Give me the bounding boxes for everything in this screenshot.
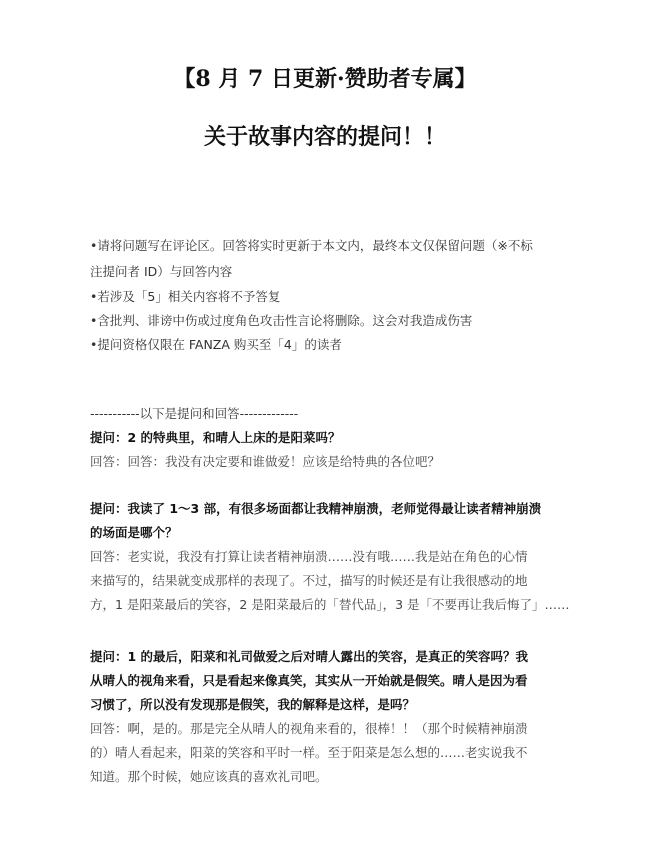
page-subtitle: 关于故事内容的提问！！ [203, 124, 446, 150]
question-text [90, 426, 570, 450]
answer-line: 回答：啊，是的。那是完全从晴人的视角来看的，很棒！！（那个时候精神崩溃 [90, 721, 528, 736]
rule-line: •请将问题写在评论区。回答将实时更新于本文内，最终本文仅保留问题（※不标 [90, 238, 533, 253]
page-title: 【8 月 7 日更新·赞助者专属】 [173, 66, 477, 92]
question-line: 提问：我读了 1～3 部，有很多场面都让我精神崩溃，老师觉得最让读者精神崩溃 [90, 501, 542, 516]
qa-item [90, 497, 570, 617]
question-line: 的场面是哪个？ [90, 525, 178, 540]
answer-line: 回答：老实说，我没有打算让读者精神崩溃……没有哦……我是站在角色的心情 [90, 549, 528, 564]
question-line: 习惯了，所以没有发现那是假笑，我的解释是这样，是吗？ [90, 697, 416, 712]
rule-line: •含批判、诽谤中伤或过度角色攻击性言论将删除。这会对我造成伤害 [90, 313, 473, 328]
answer-line: 回答：回答：我没有决定要和谁做爱！应该是给特典的各位吧？ [90, 454, 441, 469]
answer-line: 来描写的，结果就变成那样的表现了。不过，描写的时候还是有让我很感动的地 [90, 573, 528, 588]
question-text [90, 645, 570, 717]
answer-text [90, 545, 570, 617]
qa-item [90, 426, 570, 474]
rule-line: 注提问者 ID）与回答内容 [90, 264, 233, 279]
answer-line: 的）晴人看起来，阳菜的笑容和平时一样。至于阳菜是怎么想的……老实说我不 [90, 745, 528, 760]
rule-line: •若涉及「5」相关内容将不予答复 [90, 289, 281, 304]
section-divider: -----------以下是提问和回答------------- [90, 406, 299, 421]
rule-line: •提问资格仅限在 FANZA 购买至「4」的读者 [90, 337, 342, 352]
answer-line: 方，1 是阳菜最后的笑容，2 是阳菜最后的「替代品」，3 是「不要再让我后悔了」…… [90, 597, 570, 612]
qa-item [90, 645, 570, 789]
question-text [90, 497, 570, 545]
question-line: 提问：1 的最后，阳菜和礼司做爱之后对晴人露出的笑容，是真正的笑容吗？我 [90, 649, 529, 664]
question-line: 从晴人的视角来看，只是看起来像真笑，其实从一开始就是假笑。晴人是因为看 [90, 673, 528, 688]
question-line: 提问：2 的特典里，和晴人上床的是阳菜吗？ [90, 430, 341, 445]
answer-line: 知道。那个时候，她应该真的喜欢礼司吧。 [90, 769, 328, 784]
answer-text [90, 717, 570, 789]
answer-text [90, 450, 570, 474]
